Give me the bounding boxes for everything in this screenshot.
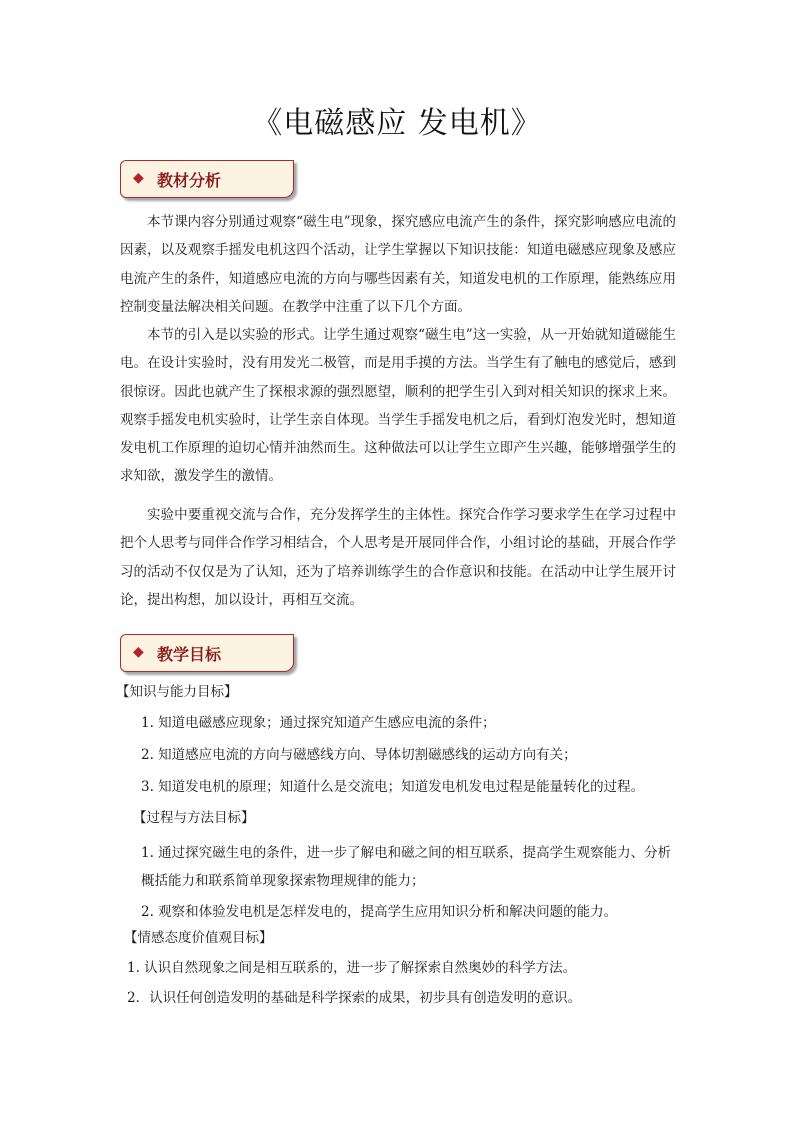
page-title: 《电磁感应 发电机》 [252, 106, 542, 141]
knowledge-item-1: 1. 知道电磁感应现象；通过探究知道产生感应电流的条件； [141, 715, 496, 731]
section-label: 教学目标 [157, 645, 222, 664]
knowledge-item-2: 2. 知道感应电流的方向与磁感线方向、导体切割磁感线的运动方向有关； [141, 747, 577, 763]
emotion-item-2: 2．认识任何创造发明的基础是科学探索的成果，初步具有创造发明的意识。 [127, 990, 582, 1006]
process-item-2: 2. 观察和体验发电机是怎样发电的，提高学生应用知识分析和解决问题的能力。 [141, 904, 618, 920]
section-header-analysis [120, 160, 294, 198]
section-header-goals [120, 634, 294, 672]
emotion-item-1: 1. 认识自然现象之间是相互联系的，进一步了解探索自然奥妙的科学方法。 [127, 960, 577, 976]
diamond-bullet-icon: ◆ [133, 644, 144, 660]
diamond-bullet-icon: ◆ [133, 170, 144, 186]
analysis-paragraph-1: 本节课内容分别通过观察“磁生电”现象，探究感应电流产生的条件，探究影响感应电流的因素，以及观察手摇发电机这四个活动，让学生掌握以下知识技能：知道电磁感应现象及感应电流产生的条件，知道感应电流的方向与哪些因素有关，知道发电机的工作原理，能熟练应用控制变量法解决相关问题。在教学中注重了以下几个方面。 [120, 214, 676, 315]
analysis-paragraph-3: 实验中要重视交流与合作，充分发挥学生的主体性。探究合作学习要求学生在学习过程中把个人思考与同伴合作学习相结合，个人思考是开展同伴合作，小组讨论的基础，开展合作学习的活动不仅仅是为了认知，还为了培养训练学生的合作意识和技能。在活动中让学生展开讨论，提出构想，加以设计，再相互交流。 [120, 507, 676, 608]
process-item-1: 1. 通过探究磁生电的条件，进一步了解电和磁之间的相互联系，提高学生观察能力、分析概括能力和联系简单现象探索物理规律的能力； [141, 845, 672, 889]
knowledge-item-3: 3. 知道发电机的原理；知道什么是交流电；知道发电机发电过程是能量转化的过程。 [141, 779, 645, 795]
analysis-paragraph-2: 本节的引入是以实验的形式。让学生通过观察“磁生电”这一实验，从一开始就知道磁能生电。在设计实验时，没有用发光二极管，而是用手摸的方法。当学生有了触电的感觉后，感到很惊讶。因此也就产生了探根求源的强烈愿望，顺利的把学生引入到对相关知识的探求上来。观察手摇发电机实验时，让学生亲自体现。当学生手摇发电机之后，看到灯泡发光时，想知道发电机工作原理的迫切心情并油然而生。这种做法可以让学生立即产生兴趣，能够增强学生的求知欲，激发学生的激情。 [120, 327, 676, 485]
emotion-heading: 【情感态度价值观目标】 [124, 930, 273, 946]
process-heading: 【过程与方法目标】 [133, 810, 255, 826]
section-label: 教材分析 [157, 171, 222, 190]
knowledge-heading: 【知识与能力目标】 [116, 684, 238, 700]
